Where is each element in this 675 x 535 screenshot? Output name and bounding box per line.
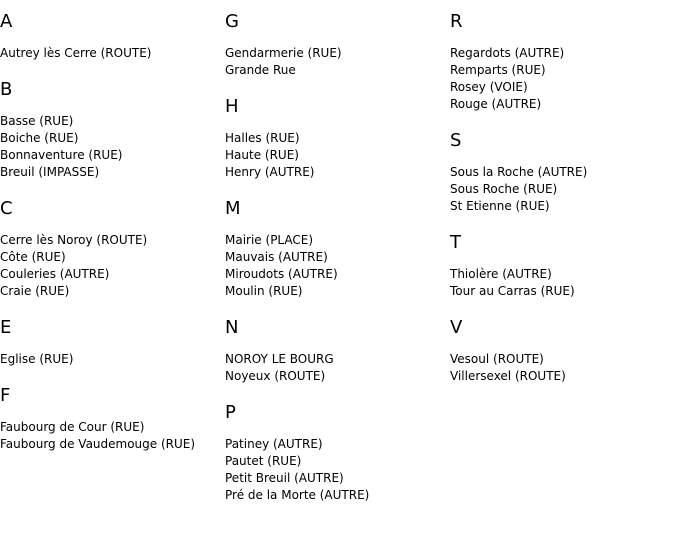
letter-heading: V <box>450 317 463 338</box>
street-link[interactable]: Couleries (AUTRE) <box>0 267 110 281</box>
street-link[interactable]: Haute (RUE) <box>225 148 299 162</box>
letter-heading: B <box>0 79 13 100</box>
street-link[interactable]: Grande Rue <box>225 63 296 77</box>
street-link[interactable]: Pré de la Morte (AUTRE) <box>225 488 370 502</box>
street-link[interactable]: Breuil (IMPASSE) <box>0 165 100 179</box>
letter-group <box>225 96 450 181</box>
street-link[interactable]: Eglise (RUE) <box>0 352 74 366</box>
letter-group <box>450 232 675 300</box>
street-link[interactable]: Villersexel (ROUTE) <box>450 369 566 383</box>
street-list <box>450 164 675 215</box>
street-link[interactable]: Faubourg de Cour (RUE) <box>0 420 145 434</box>
street-list <box>0 419 225 453</box>
letter-heading: P <box>225 402 236 423</box>
letter-group <box>0 198 225 300</box>
letter-heading: R <box>450 11 463 32</box>
street-list <box>225 232 450 300</box>
street-link[interactable]: Henry (AUTRE) <box>225 165 315 179</box>
letter-heading: C <box>0 198 13 219</box>
letter-group <box>450 11 675 113</box>
street-link[interactable]: Cerre lès Noroy (ROUTE) <box>0 233 148 247</box>
letter-group <box>0 317 225 368</box>
street-link[interactable]: Faubourg de Vaudemouge (RUE) <box>0 437 196 451</box>
street-link[interactable]: Bonnaventure (RUE) <box>0 148 123 162</box>
street-link[interactable]: Mairie (PLACE) <box>225 233 314 247</box>
street-link[interactable]: Tour au Carras (RUE) <box>450 284 575 298</box>
letter-group <box>225 198 450 300</box>
letter-group <box>225 402 450 504</box>
street-list <box>0 45 225 62</box>
street-link[interactable]: Basse (RUE) <box>0 114 74 128</box>
street-list <box>225 351 450 385</box>
street-link[interactable]: Pautet (RUE) <box>225 454 302 468</box>
letter-heading: G <box>225 11 239 32</box>
letter-group <box>225 11 450 79</box>
street-list <box>225 45 450 79</box>
letter-group <box>225 317 450 385</box>
street-link[interactable]: Remparts (RUE) <box>450 63 546 77</box>
street-link[interactable]: Miroudots (AUTRE) <box>225 267 338 281</box>
index-column-1 <box>0 0 225 453</box>
street-list <box>0 113 225 181</box>
index-column-3 <box>450 0 675 385</box>
street-link[interactable]: Sous Roche (RUE) <box>450 182 558 196</box>
letter-heading: T <box>450 232 461 253</box>
letter-heading: H <box>225 96 239 117</box>
street-list <box>450 351 675 385</box>
street-link[interactable]: Regardots (AUTRE) <box>450 46 565 60</box>
street-list <box>450 266 675 300</box>
street-list <box>225 436 450 504</box>
street-link[interactable]: Petit Breuil (AUTRE) <box>225 471 344 485</box>
street-link[interactable]: Halles (RUE) <box>225 131 300 145</box>
street-link[interactable]: Autrey lès Cerre (ROUTE) <box>0 46 152 60</box>
street-list <box>450 45 675 113</box>
street-list <box>0 232 225 300</box>
street-link[interactable]: Thiolère (AUTRE) <box>450 267 552 281</box>
letter-heading: M <box>225 198 241 219</box>
street-link[interactable]: St Etienne (RUE) <box>450 199 550 213</box>
street-link[interactable]: Mauvais (AUTRE) <box>225 250 328 264</box>
street-link[interactable]: Rouge (AUTRE) <box>450 97 542 111</box>
street-link[interactable]: Moulin (RUE) <box>225 284 303 298</box>
street-list <box>225 130 450 181</box>
letter-heading: S <box>450 130 462 151</box>
street-link[interactable]: Rosey (VOIE) <box>450 80 528 94</box>
street-link[interactable]: Vesoul (ROUTE) <box>450 352 544 366</box>
letter-heading: F <box>0 385 11 406</box>
street-link[interactable]: Craie (RUE) <box>0 284 70 298</box>
letter-heading: N <box>225 317 239 338</box>
letter-heading: E <box>0 317 12 338</box>
street-list <box>0 351 225 368</box>
letter-group <box>0 11 225 62</box>
letter-group <box>450 130 675 215</box>
letter-group <box>0 79 225 181</box>
street-link[interactable]: Gendarmerie (RUE) <box>225 46 342 60</box>
street-link[interactable]: NOROY LE BOURG <box>225 352 334 366</box>
street-link[interactable]: Patiney (AUTRE) <box>225 437 323 451</box>
letter-heading: A <box>0 11 13 32</box>
street-link[interactable]: Noyeux (ROUTE) <box>225 369 326 383</box>
street-link[interactable]: Boiche (RUE) <box>0 131 79 145</box>
street-link[interactable]: Côte (RUE) <box>0 250 66 264</box>
letter-group <box>450 317 675 385</box>
index-column-2 <box>225 0 450 504</box>
letter-group <box>0 385 225 453</box>
street-link[interactable]: Sous la Roche (AUTRE) <box>450 165 588 179</box>
